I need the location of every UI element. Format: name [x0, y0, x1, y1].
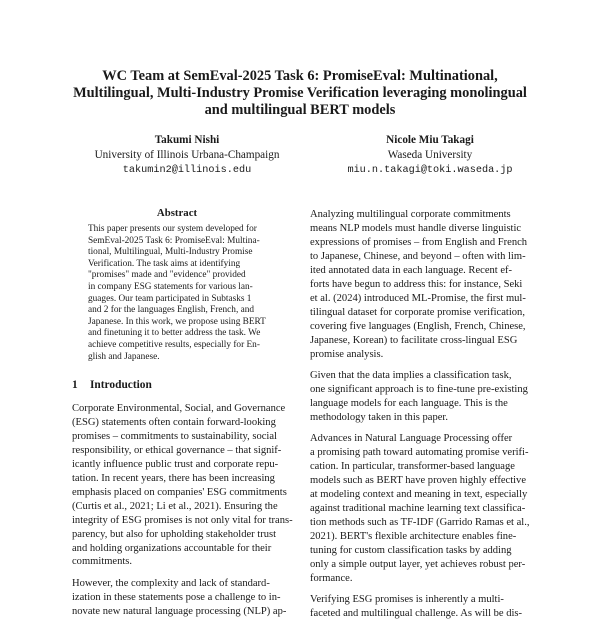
text-line: guages. Our team participated in Subtasks 1 — [88, 293, 252, 304]
paragraph — [310, 208, 532, 361]
text-line: tation. In recent years, there has been increasing — [72, 472, 275, 484]
author-block-2 — [300, 133, 560, 178]
text-line: SemEval-2025 Task 6: PromiseEval: Multina- — [88, 235, 260, 246]
text-line: and finetuning it to better address the task. We — [88, 328, 261, 339]
text-line: forts have begun to address this: for instance, Seki — [310, 278, 523, 290]
text-line: methodology taken in this paper. — [310, 411, 448, 423]
text-line: Japanese, Korean) to facilitate cross-lingual ESG — [310, 334, 518, 346]
author-name: Takumi Nishi — [154, 134, 220, 146]
text-line: cation. In particular, transformer-based language — [310, 461, 515, 473]
text-line: commitments. — [72, 556, 133, 568]
text-line: Verifying ESG promises is inherently a multi- — [310, 594, 504, 606]
text-line: faceted and multilingual challenge. As will be dis- — [310, 608, 523, 620]
author-affiliation: Waseda University — [387, 149, 473, 161]
title-line: and multilingual BERT models — [204, 102, 396, 118]
right-column-text — [310, 208, 532, 629]
section-title: Introduction — [90, 379, 152, 391]
text-line: to Japanese, Chinese, and beyond – often with lim- — [310, 250, 526, 262]
text-line: Advances in Natural Language Processing offer — [310, 433, 513, 445]
text-line: However, the complexity and lack of standard- — [72, 577, 270, 589]
text-line: (Curtis et al., 2021; Li et al., 2021). Ensuring the — [72, 500, 278, 512]
text-line: language models for each language. This is the — [310, 397, 508, 409]
left-column-text — [72, 402, 294, 626]
author-affiliation: University of Illinois Urbana-Champaign — [94, 149, 280, 161]
text-line: a promising path toward automating promise verifi- — [310, 447, 529, 459]
text-line: Analyzing multilingual corporate commitments — [310, 209, 511, 220]
text-line: formance. — [310, 572, 353, 584]
text-line: expressions of promises – from English and French — [310, 236, 528, 248]
text-line: only a simple output layer, yet achieves robust per- — [310, 558, 526, 570]
text-line: integrity of ESG promises is not only vital for trans- — [72, 514, 293, 526]
text-line: parency, but also for upholding stakeholder trust — [72, 528, 277, 540]
text-line: glish and Japanese. — [88, 351, 160, 362]
paragraph — [72, 402, 294, 569]
text-line: promises – commitments to sustainability, social — [72, 430, 277, 442]
paragraph — [310, 369, 532, 425]
section-heading-introduction — [72, 379, 152, 391]
paragraph — [310, 593, 532, 621]
text-line: emphasis placed on companies' ESG commitments — [72, 486, 287, 498]
text-line: (ESG) statements often contain forward-looking — [72, 416, 276, 428]
text-line: "promises" made and "evidence" provided — [88, 270, 246, 281]
paper-title — [60, 68, 540, 119]
text-line: and 2 for the languages English, French, and — [88, 305, 255, 316]
author-name: Nicole Miu Takagi — [386, 134, 474, 146]
text-line: tion methods such as TF-IDF (Garrido Ramas et al., — [310, 517, 530, 529]
text-line: Japanese. In this work, we propose using BERT — [88, 316, 266, 327]
text-line: means NLP models must handle diverse linguistic — [310, 222, 522, 234]
text-line: covering five languages (English, French, Chinese, — [310, 320, 526, 332]
paragraph — [72, 577, 294, 619]
text-line: responsibility, or ethical governance – that signif- — [72, 444, 282, 456]
text-line: novate new natural language processing (NLP) ap- — [72, 605, 287, 617]
text-line: icantly influence public trust and corporate repu- — [72, 458, 279, 470]
text-line: tional, Multilingual, Multi-Industry Promise — [88, 247, 253, 258]
author-block-1 — [57, 133, 317, 178]
text-line: 2021). BERT's flexible architecture enables fine- — [310, 530, 517, 542]
section-number: 1 — [72, 379, 78, 391]
text-line: Corporate Environmental, Social, and Governance — [72, 403, 286, 414]
text-line: at modeling context and meaning in text, especially — [310, 489, 528, 501]
text-line: ited annotated data in each language. Recent ef- — [310, 264, 513, 276]
text-line: tilingual dataset for corporate promise verification, — [310, 306, 525, 318]
text-line: Given that the data implies a classification task, — [310, 369, 512, 381]
abstract-heading: Abstract — [156, 207, 198, 219]
author-email: miu.n.takagi@toki.waseda.jp — [347, 165, 513, 176]
text-line: promise analysis. — [310, 348, 384, 360]
text-line: and holding organizations accountable for their — [72, 542, 272, 554]
text-line: achieve competitive results, especially for En- — [88, 339, 260, 350]
text-line: Verification. The task aims at identifying — [88, 258, 241, 269]
text-line: ization in these statements pose a challenge to in- — [72, 591, 281, 603]
text-line: tuning for custom classification tasks by adding — [310, 544, 512, 556]
text-line: models such as BERT have proven highly effective — [310, 475, 527, 487]
title-line: WC Team at SemEval-2025 Task 6: PromiseEval: Multinational, — [102, 68, 498, 84]
abstract-body — [88, 224, 278, 363]
text-line: et al. (2024) introduced ML-Promise, the first mul- — [310, 292, 526, 304]
author-email: takumin2@illinois.edu — [122, 165, 252, 176]
title-line: Multilingual, Multi-Industry Promise Verification leveraging monolingual — [73, 85, 527, 101]
text-line: This paper presents our system developed for — [88, 224, 257, 234]
text-line: one significant approach is to fine-tune pre-existing — [310, 383, 528, 395]
paragraph — [310, 432, 532, 585]
text-line: against traditional machine learning text classifica- — [310, 503, 526, 515]
text-line: in company ESG statements for various lan- — [88, 281, 253, 292]
